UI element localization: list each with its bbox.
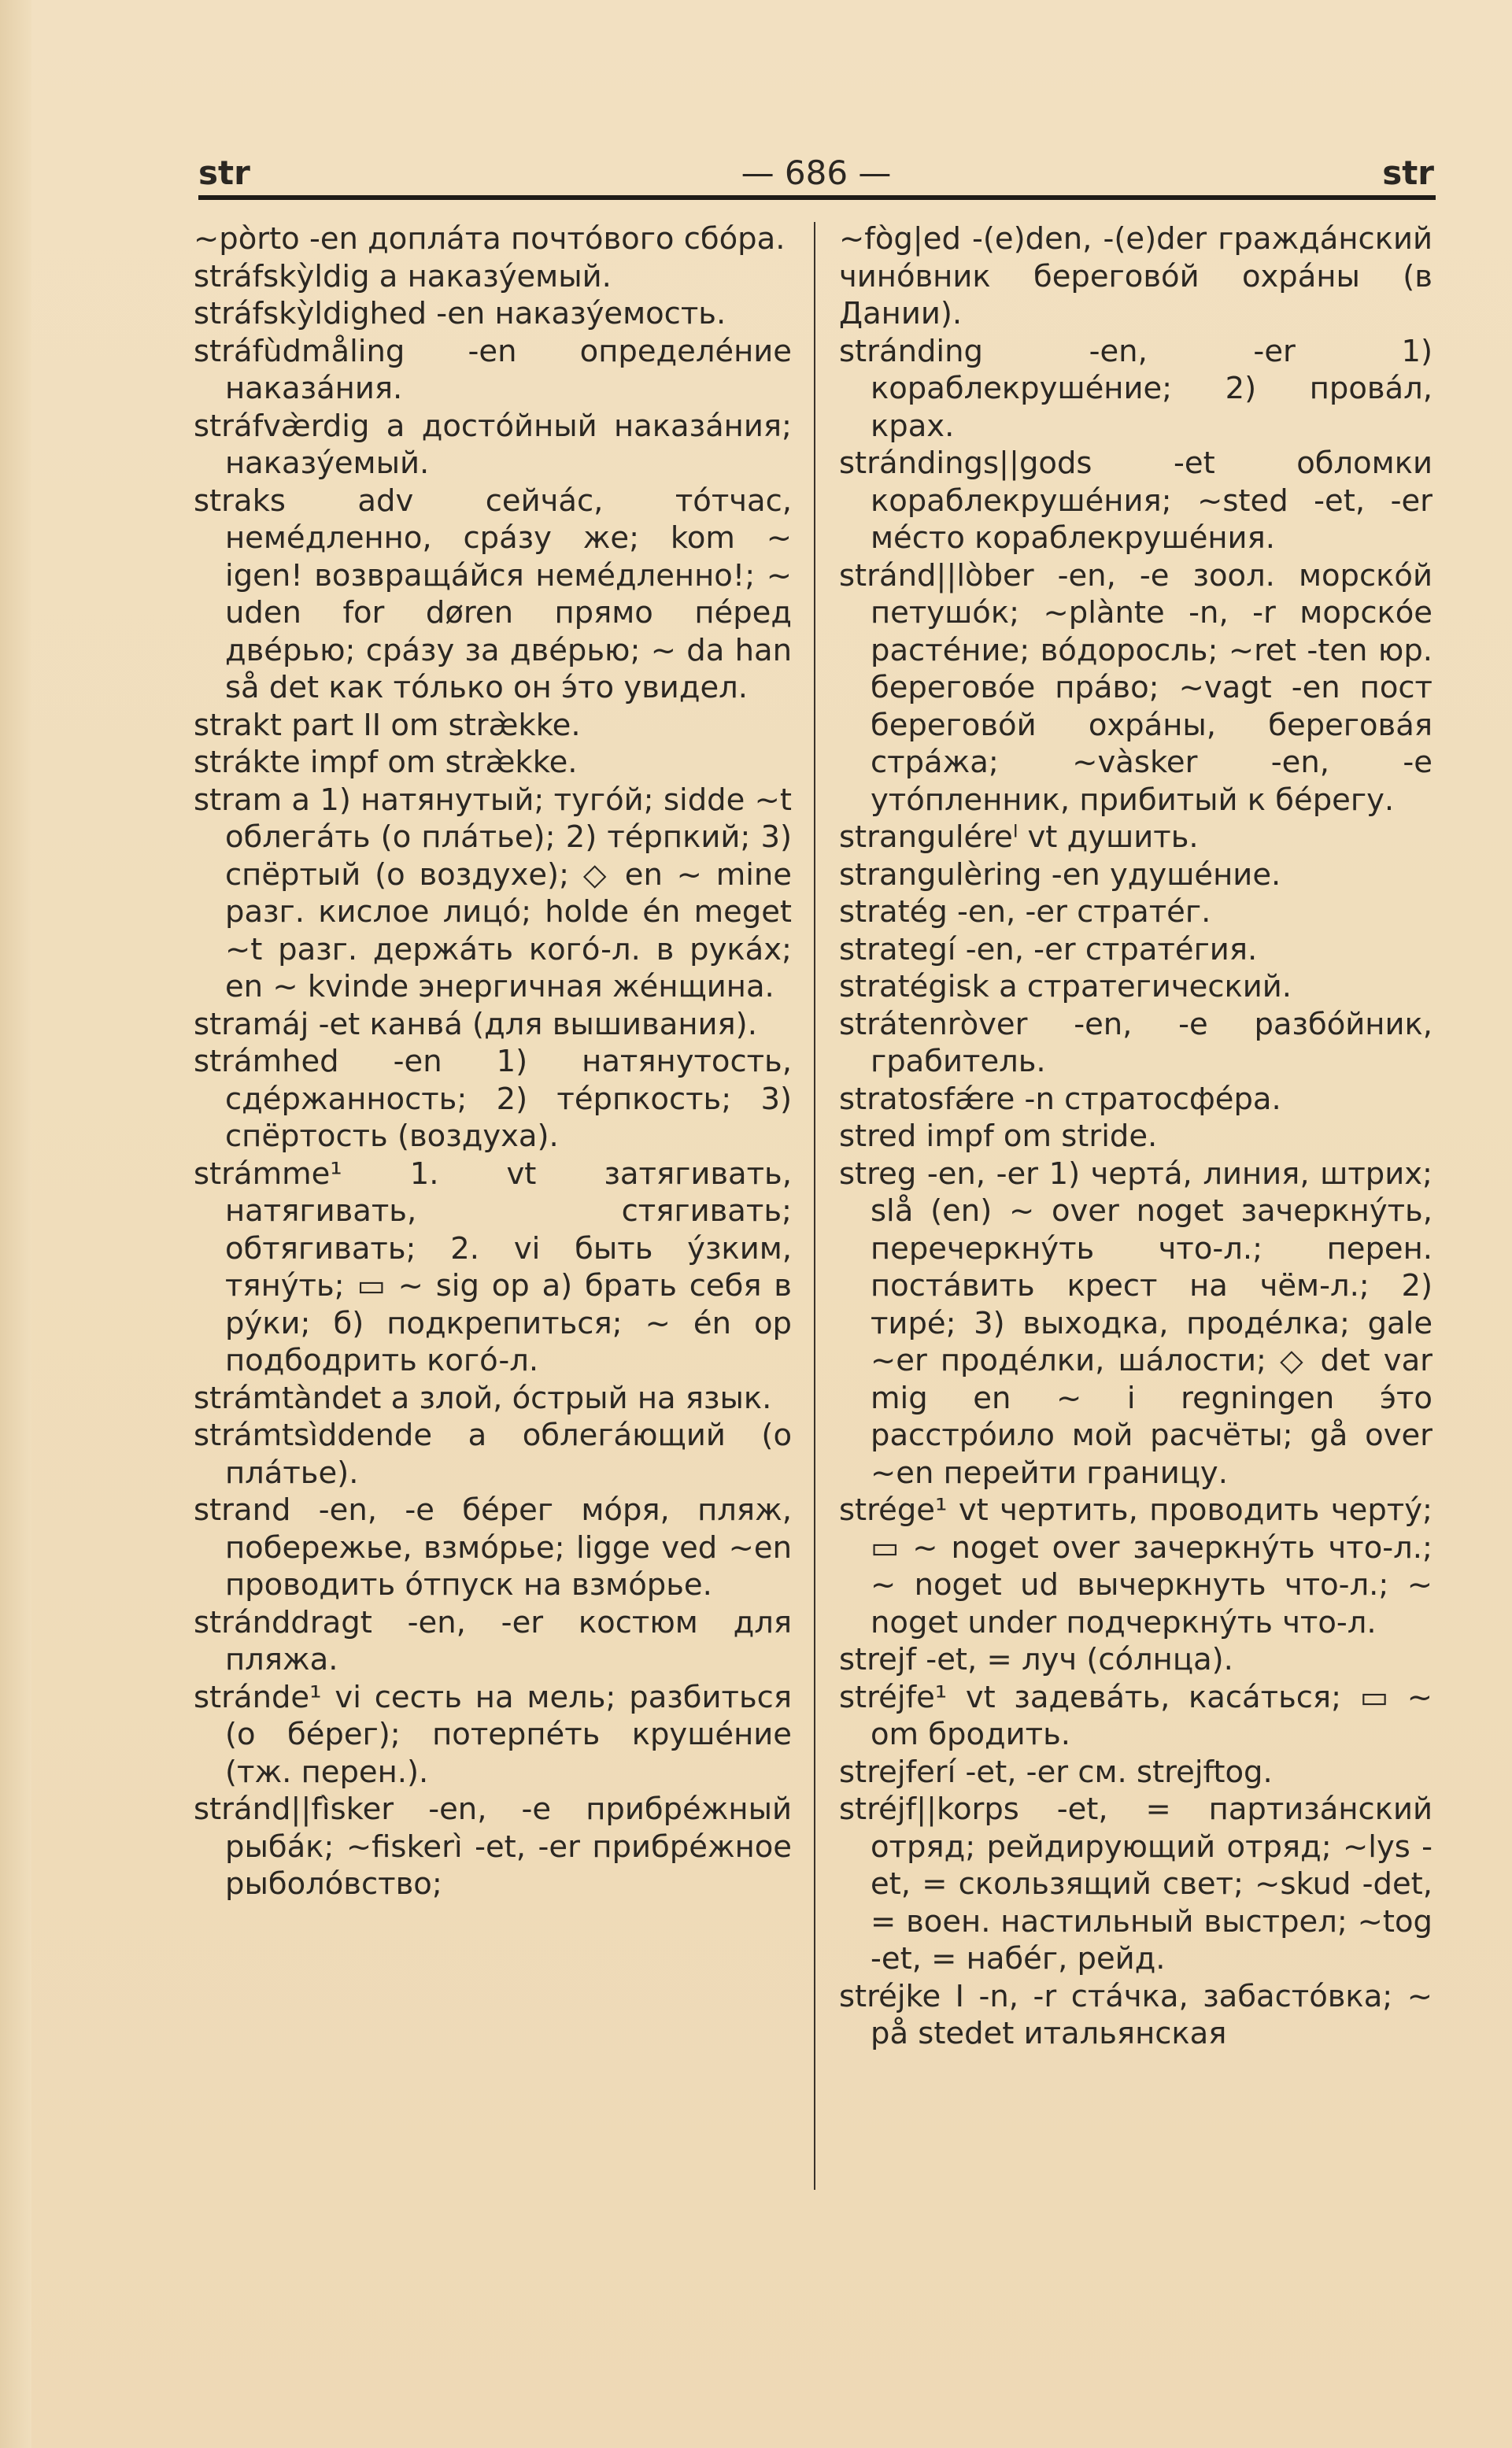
- dictionary-entry: streg -en, -er 1) чертá, линия, штрих; slå (en) ~ over noget зачеркнýть, перечеркнýть что-л.; перен. постáвить крест на чём-л.; 2) тирé; 3) выходка, продéлка; gale ~er продéлки, шáлости; ◇ det var mig en ~ i regningen э́то расстрóило мой расчёты; gå over ~en перейти границу.: [839, 1156, 1433, 1491]
- dictionary-entry: stránd||fìsker -en, -e прибрéжный рыбáк; ~fiskerì -et, -er прибрéжное рыболóвство;: [194, 1792, 792, 1902]
- dictionary-entry: stréjfe¹ vt задевáть, касáться; ▭ ~ om бродить.: [839, 1679, 1433, 1752]
- dictionary-entry: strategí -en, -er стратéгия.: [839, 931, 1258, 967]
- dictionary-entry: strámme¹ 1. vt затягивать, натягивать, стягивать; обтягивать; 2. vi быть ýзким, тянýть; ▭ ~ sig op а) брать себя в рýки; б) подкрепиться; ~ én op подбодрить когó-л.: [194, 1156, 792, 1378]
- dictionary-entry: stréjf||korps -et, = партизáнский отряд; рейдирующий отряд; ~lys -et, = скользящий свет; ~skud -det, = воен. настильный выстрел; ~tog -et, = набéг, рейд.: [839, 1792, 1433, 1977]
- dictionary-entry: strámhed -en 1) натянутость, сдéржанность; 2) тéрпкость; 3) спёртость (воздуха).: [194, 1044, 792, 1154]
- dictionary-entry: stráfskỳldig a наказýемый.: [194, 258, 612, 294]
- column-divider: [814, 222, 815, 2190]
- header-rule: [198, 195, 1436, 200]
- dictionary-entry: strangulèring -en удушéние.: [839, 856, 1281, 893]
- dictionary-entry: stramáj -et канвá (для вышивания).: [194, 1006, 757, 1042]
- dictionary-entry: stratég -en, -er стратéг.: [839, 894, 1211, 930]
- dictionary-entry: stránding -en, -er 1) кораблекрушéние; 2) провáл, крах.: [839, 333, 1433, 444]
- header-right-guide-word: str: [1382, 153, 1434, 192]
- dictionary-entry: strakt part II om stræ̀kke.: [194, 707, 581, 743]
- dictionary-entry: stranguléreˡ vt душить.: [839, 819, 1199, 855]
- right-column: [839, 220, 1433, 2053]
- dictionary-entry: strejferí -et, -er см. strejftog.: [839, 1754, 1273, 1790]
- dictionary-entry: stred impf om stride.: [839, 1119, 1158, 1154]
- dictionary-entry: stréjke I -n, -r стáчка, забастóвка; ~ på stedet итальянская: [839, 1978, 1433, 2051]
- dictionary-entry: strand -en, -e бéрег мóря, пляж, побережье, взмóрье; ligge ved ~en проводить óтпуск на взмóрье.: [194, 1492, 792, 1603]
- page-header: [198, 153, 1434, 193]
- dictionary-entry: straks adv сейчáс, тóтчас, немéдленно, срáзу же; kom ~ igen! возвращáйся немéдленно!; ~ uden for døren прямо пéред двéрью; срáзу за двéрью; ~ da han så det как тóлько он э́то увидел.: [194, 483, 792, 705]
- dictionary-entry: stránde¹ vi сесть на мель; разбиться (о бéрег); потерпéть крушéние (тж. перен.).: [194, 1679, 792, 1790]
- dictionary-entry: strákte impf om stræ̀kke.: [194, 745, 578, 780]
- dictionary-entry: strége¹ vt чертить, проводить чертý; ▭ ~ noget over зачеркнýть что-л.; ~ noget ud вычеркнуть что-л.; ~ noget under подчеркнýть что-л.: [839, 1492, 1433, 1640]
- header-left-guide-word: str: [198, 153, 250, 192]
- dictionary-entry: strátenrὸver -en, -e разбóйник, грабитель.: [839, 1006, 1433, 1079]
- dictionary-entry: stránddragt -en, -er костюм для пляжа.: [194, 1604, 792, 1677]
- dictionary-entry: strámtsìddende a облегáющий (о плáтье).: [194, 1418, 792, 1491]
- dictionary-entry: ~pòrto -en доплáта почтóвого сбóра.: [194, 221, 786, 257]
- dictionary-entry: stratégisk a стратегический.: [839, 969, 1292, 1004]
- page-number: — 686 —: [741, 153, 892, 192]
- dictionary-entry: ~fòg|ed -(e)den, -(e)der граждáнский чинóвник береговóй охрáны (в Дании).: [839, 221, 1433, 331]
- dictionary-entry: stráfskỳldighed -en наказýемость.: [194, 296, 726, 331]
- dictionary-entry: strándings||gods -et обломки кораблекрушéния; ~sted -et, -er мéсто кораблекрушéния.: [839, 446, 1433, 556]
- dictionary-entry: stráfùdmåling -en определéние наказáния.: [194, 333, 792, 406]
- dictionary-entry: stráfvæ̀rdig a достóйный наказáния; наказýемый.: [194, 408, 792, 481]
- dictionary-entry: stránd||lòber -en, -e зоол. морскóй петушóк; ~plànte -n, -r морскóе растéние; вóдоросль; ~ret -ten юр. береговóе прáво; ~vagt -en пост береговóй охрáны, береговáя стрáжа; ~vàsker -en, -e утóпленник, прибитый к бéрегу.: [839, 557, 1433, 818]
- left-column: [194, 220, 792, 1903]
- dictionary-entry: strejf -et, = луч (сóлнца).: [839, 1642, 1233, 1677]
- dictionary-entry: strámtàndet a злой, óстрый на язык.: [194, 1380, 772, 1416]
- dictionary-entry: stram a 1) натянутый; тугóй; sidde ~t облегáть (о плáтье); 2) тéрпкий; 3) спёртый (о воздухе); ◇ en ~ mine разг. кислое лицó; holde én meget ~t разг. держáть когó-л. в рукáх; en ~ kvinde энергичная жéнщина.: [194, 782, 792, 1004]
- dictionary-entry: stratosfǽre -n стратосфéра.: [839, 1081, 1281, 1117]
